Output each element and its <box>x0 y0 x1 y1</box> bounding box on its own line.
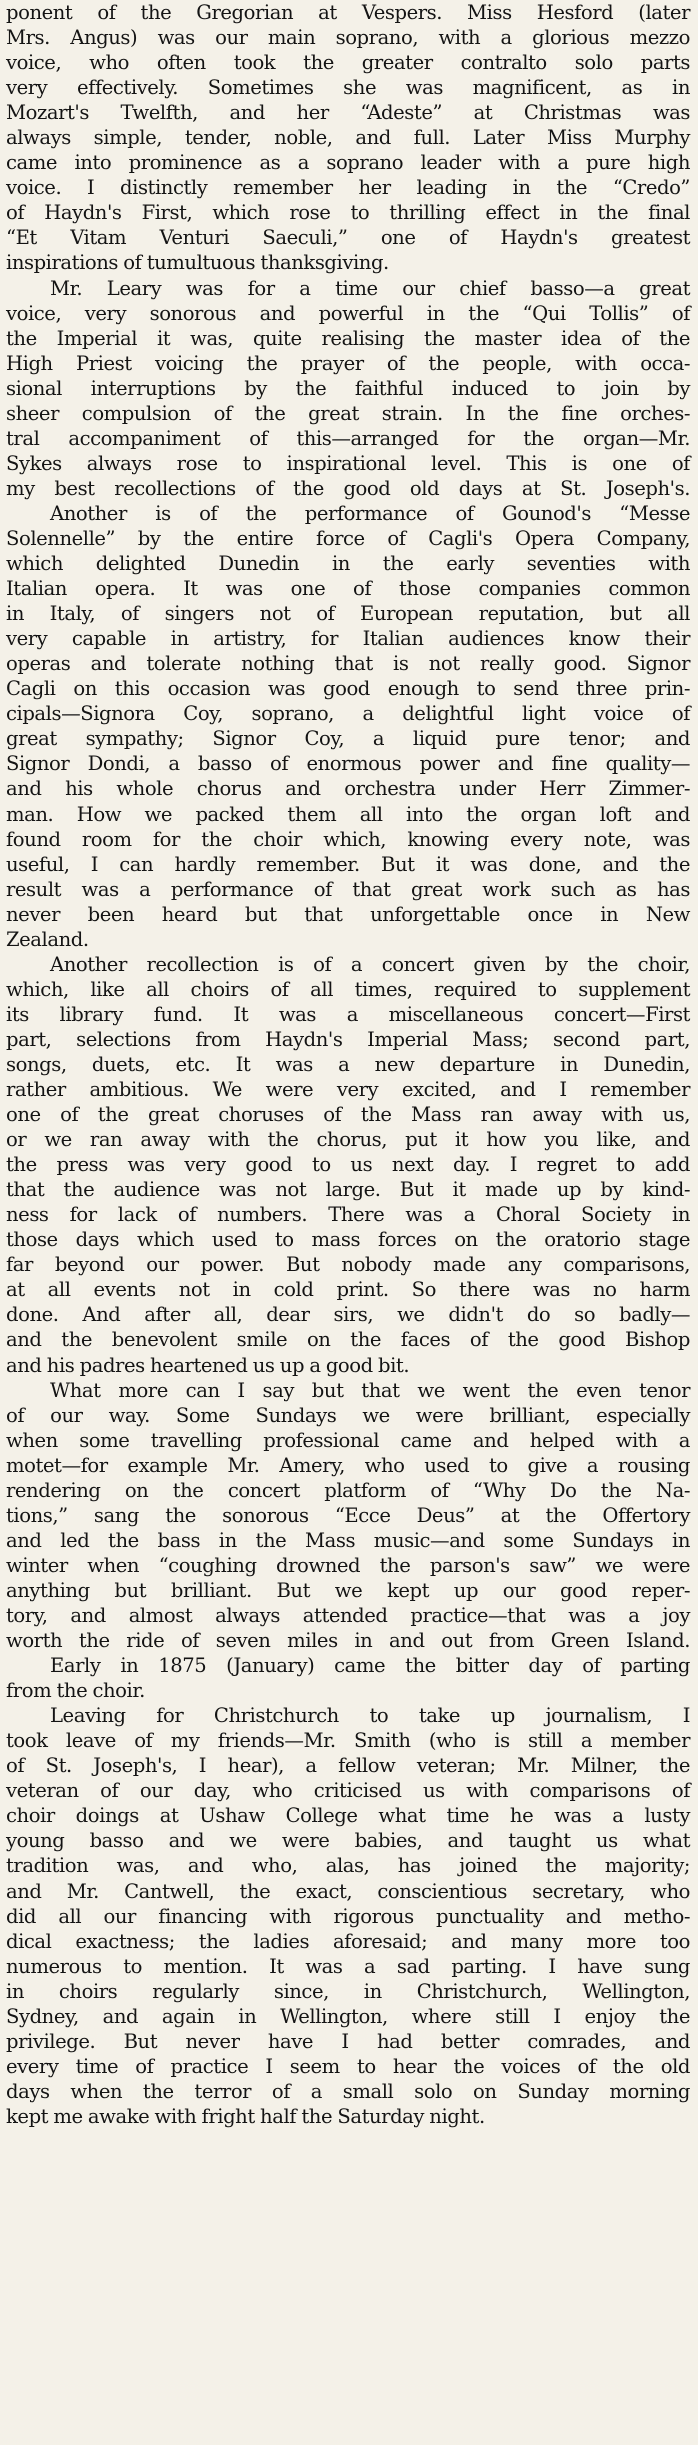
text-line: every time of practice I seem to hear the voices of the old <box>6 2054 690 2078</box>
text-line: did all our financing with rigorous punctuality and metho- <box>6 1904 690 1928</box>
paragraph-choir-sopranos <box>6 0 690 276</box>
text-line: and his padres heartened us up a good bit. <box>6 1353 410 1377</box>
text-line: High Priest voicing the prayer of the people, with occa- <box>6 351 690 375</box>
text-line: days when the terror of a small solo on Sunday morning <box>6 2079 690 2103</box>
text-line: young basso and we were babies, and taught us what <box>6 1829 690 1853</box>
text-line: Cagli on this occasion was good enough to send three prin- <box>6 677 690 701</box>
text-line: winter when “coughing drowned the parson's saw” we were <box>6 1553 690 1577</box>
text-line: far beyond our power. But nobody made any comparisons, <box>6 1253 690 1277</box>
text-line: took leave of my friends—Mr. Smith (who is still a member <box>6 1729 690 1753</box>
text-line: tions,” sang the sonorous “Ecce Deus” at the Offertory <box>6 1503 690 1527</box>
text-line: Mozart's Twelfth, and her “Adeste” at Christmas was <box>6 101 690 125</box>
text-line: one of the great choruses of the Mass ran away with us, <box>6 1103 690 1127</box>
text-line: part, selections from Haydn's Imperial Mass; second part, <box>6 1027 690 1051</box>
text-line: great sympathy; Signor Coy, a liquid pure tenor; and <box>6 727 690 751</box>
text-line: Zealand. <box>6 927 89 951</box>
text-line: of Haydn's First, which rose to thrilling effect in the final <box>6 201 690 225</box>
text-line: tral accompaniment of this—arranged for the organ—Mr. <box>6 426 690 450</box>
text-line: which delighted Dunedin in the early seventies with <box>6 552 690 576</box>
text-line: ness for lack of numbers. There was a Choral Society in <box>6 1203 690 1227</box>
text-line: sheer compulsion of the great strain. In the fine orches- <box>6 401 690 425</box>
text-line: rendering on the concert platform of “Why Do the Na- <box>6 1478 690 1502</box>
text-line: motet—for example Mr. Amery, who used to give a rousing <box>6 1453 690 1477</box>
text-line: done. And after all, dear sirs, we didn't do so badly— <box>6 1303 690 1327</box>
paragraph-leaving-christchurch <box>6 1703 690 2129</box>
text-line: What more can I say but that we went the even tenor <box>50 1378 690 1402</box>
text-line: ponent of the Gregorian at Vespers. Miss Hesford (later <box>6 1 690 24</box>
text-line: tradition was, and who, alas, has joined the majority; <box>6 1854 690 1878</box>
text-line: anything but brilliant. But we kept up our good reper- <box>6 1578 690 1602</box>
text-line: kept me awake with fright half the Saturday night. <box>6 2104 485 2128</box>
text-line: Solennelle” by the entire force of Cagli's Opera Company, <box>6 526 690 550</box>
text-line: the Imperial it was, quite realising the master idea of the <box>6 326 690 350</box>
paragraph-parting-1875 <box>6 1653 690 1703</box>
text-line: Signor Dondi, a basso of enormous power and fine quality— <box>6 752 690 776</box>
text-line: Sykes always rose to inspirational level. This is one of <box>6 451 690 475</box>
text-line: worth the ride of seven miles in and out from Green Island. <box>6 1629 690 1653</box>
text-line: of St. Joseph's, I hear), a fellow veteran; Mr. Milner, the <box>6 1754 690 1778</box>
text-line: always simple, tender, noble, and full. Later Miss Murphy <box>6 126 690 150</box>
text-line: “Et Vitam Venturi Saeculi,” one of Haydn's greatest <box>6 226 690 250</box>
text-line: useful, I can hardly remember. But it was done, and the <box>6 852 690 876</box>
text-line: and his whole chorus and orchestra under Herr Zimmer- <box>6 777 690 801</box>
text-line: voice. I distinctly remember her leading in the “Credo” <box>6 176 690 200</box>
text-line: choir doings at Ushaw College what time he was a lusty <box>6 1804 690 1828</box>
text-line: veteran of our day, who criticised us with comparisons of <box>6 1779 690 1803</box>
text-line: its library fund. It was a miscellaneous concert—First <box>6 1002 690 1026</box>
text-line: songs, duets, etc. It was a new departure in Dunedin, <box>6 1052 690 1076</box>
text-line: in Italy, of singers not of European reputation, but all <box>6 602 690 626</box>
text-line: result was a performance of that great work such as has <box>6 877 690 901</box>
text-line: that the audience was not large. But it made up by kind- <box>6 1178 690 1202</box>
text-line: when some travelling professional came and helped with a <box>6 1428 690 1452</box>
paragraph-choir-concert <box>6 952 690 1378</box>
text-line: at all events not in cold print. So there was no harm <box>6 1278 690 1302</box>
text-line: Italian opera. It was one of those companies common <box>6 577 690 601</box>
text-line: never been heard but that unforgettable once in New <box>6 902 690 926</box>
text-line: came into prominence as a soprano leader with a pure high <box>6 151 690 175</box>
text-line: and led the bass in the Mass music—and some Sundays in <box>6 1528 690 1552</box>
text-line: privilege. But never have I had better comrades, and <box>6 2029 690 2053</box>
text-line: tory, and almost always attended practice—that was a joy <box>6 1604 690 1627</box>
text-line: cipals—Signora Coy, soprano, a delightful light voice of <box>6 702 690 726</box>
text-line: and the benevolent smile on the faces of the good Bishop <box>6 1328 690 1352</box>
text-line: which, like all choirs of all times, required to supplement <box>6 977 690 1001</box>
text-line: rather ambitious. We were very excited, and I remember <box>6 1078 690 1102</box>
paragraph-even-tenor <box>6 1378 690 1654</box>
text-line: and Mr. Cantwell, the exact, conscientious secretary, who <box>6 1879 690 1903</box>
text-line: man. How we packed them all into the organ loft and <box>6 802 690 826</box>
text-line: operas and tolerate nothing that is not really good. Signor <box>6 652 690 676</box>
text-line: found room for the choir which, knowing every note, was <box>6 827 690 851</box>
text-line: from the choir. <box>6 1679 145 1703</box>
text-line: in choirs regularly since, in Christchurch, Wellington, <box>6 1979 690 2003</box>
text-line: dical exactness; the ladies aforesaid; and many more too <box>6 1929 690 1953</box>
paragraph-gounod-messe <box>6 501 690 952</box>
text-line: voice, who often took the greater contralto solo parts <box>6 51 690 75</box>
paragraph-mr-leary <box>6 276 690 501</box>
text-line: very effectively. Sometimes she was magnificent, as in <box>6 76 690 100</box>
text-line: the press was very good to us next day. I regret to add <box>6 1153 690 1177</box>
text-line: or we ran away with the chorus, put it how you like, and <box>6 1128 690 1152</box>
article-column <box>6 0 690 2129</box>
text-line: numerous to mention. It was a sad parting. I have sung <box>6 1954 690 1978</box>
text-line: Sydney, and again in Wellington, where still I enjoy the <box>6 2004 690 2028</box>
text-line: of our way. Some Sundays we were brilliant, especially <box>6 1403 690 1427</box>
text-line: those days which used to mass forces on the oratorio stage <box>6 1228 690 1252</box>
text-line: Mr. Leary was for a time our chief basso—a great <box>50 276 690 300</box>
text-line: sional interruptions by the faithful induced to join by <box>6 376 690 400</box>
text-line: Mrs. Angus) was our main soprano, with a glorious mezzo <box>6 26 690 50</box>
text-line: Another is of the performance of Gounod's “Messe <box>50 501 690 525</box>
text-line: Another recollection is of a concert given by the choir, <box>50 952 690 976</box>
text-line: very capable in artistry, for Italian audiences know their <box>6 627 690 651</box>
text-line: voice, very sonorous and powerful in the “Qui Tollis” of <box>6 301 690 325</box>
text-line: Early in 1875 (January) came the bitter day of parting <box>50 1654 690 1678</box>
text-line: Leaving for Christchurch to take up journalism, I <box>50 1704 690 1728</box>
text-line: inspirations of tumultuous thanksgiving. <box>6 251 389 275</box>
text-line: my best recollections of the good old days at St. Joseph's. <box>6 476 690 500</box>
